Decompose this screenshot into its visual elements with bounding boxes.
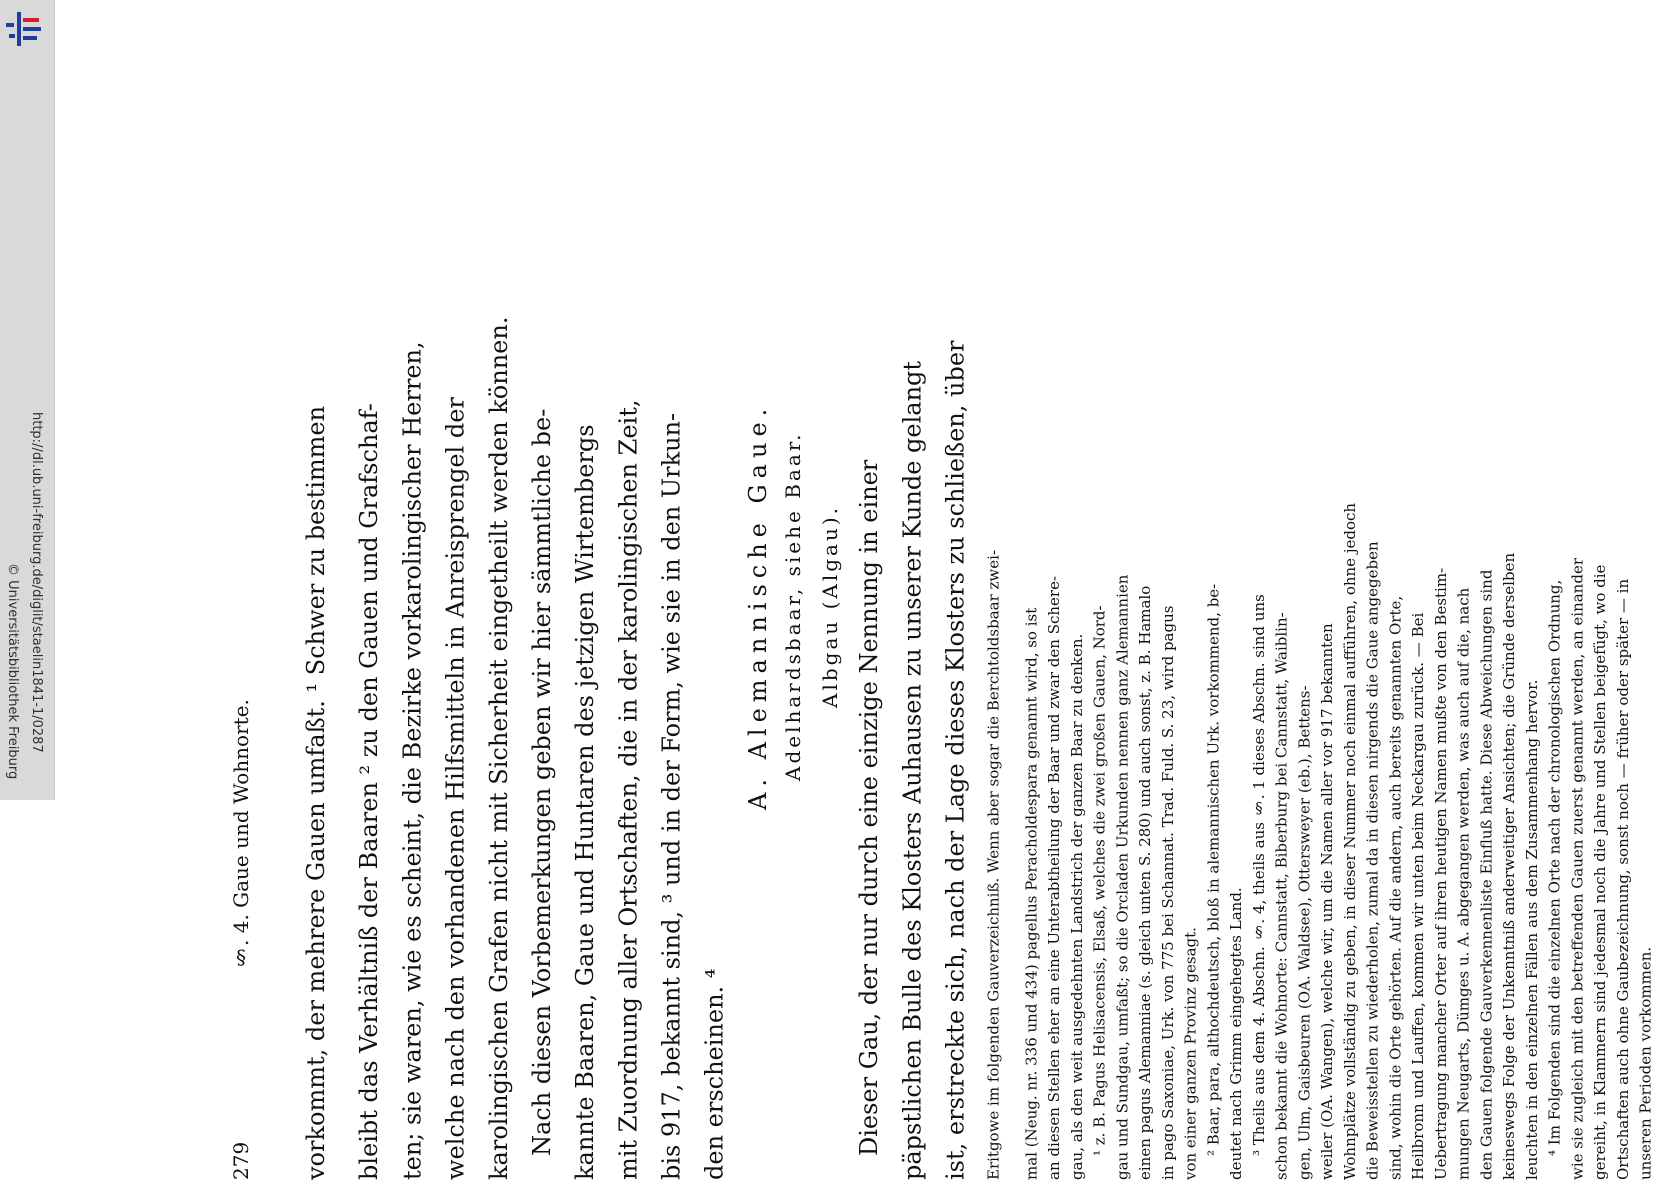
footnote-line-29: unseren Perioden vorkommen.	[1636, 946, 1655, 1180]
footnote-line-3: an diesen Stellen eher an eine Unterabtheilung der Baar und zwar den Schere-	[1045, 575, 1064, 1180]
document-url[interactable]: http://dl.ub.uni-freiburg.de/diglit/staelin1841-1/0287	[29, 412, 44, 753]
copyright-notice: © Universitätsbibliothek Freiburg	[5, 563, 20, 780]
albgau-line-3: ist, erstreckte sich, nach der Lage dieses Klosters zu schließen, über	[941, 340, 970, 1180]
page-text-column	[229, 32, 1655, 1180]
body-line-3: ten; sie waren, wie es scheint, die Bezirke vorkarolingischer Herren,	[398, 341, 427, 1180]
body-line-6	[527, 32, 556, 1180]
footnote-line-4: gau, als den weit ausgedehnten Landstrich der ganzen Baar zu denken.	[1067, 633, 1086, 1180]
albgau-line-1	[857, 32, 882, 1180]
footnote-line-16: Wohnplätze vollständig zu geben, in dieser Nummer noch einmal aufführen, ohne jedoch	[1340, 502, 1359, 1180]
footnote-line-20: Uebertragung mancher Orter auf ihren heutigen Namen mußte von den Bestim-	[1431, 567, 1450, 1180]
section-mark: §. 4.	[229, 914, 253, 970]
footnote-line-10-text: ² Baar, para, althochdeutsch, bloß in alemannischen Urk. vorkommend, be-	[1204, 583, 1223, 1156]
footnote-line-9: von einer ganzen Provinz gesagt.	[1181, 927, 1200, 1180]
body-line-8: mit Zuordnung aller Ortschaften, die in der karolingischen Zeit,	[614, 399, 643, 1180]
footnote-line-13: schon bekannt die Wohnorte: Cannstatt, Biberburg bei Cannstatt, Waiblin-	[1272, 612, 1291, 1180]
footnote-line-23: keineswegs Folge der Unkenntniß anderweitiger Ansichten; die Gründe derselben	[1500, 552, 1519, 1180]
footnote-line-14: gen, Ulm, Gaisbeuren (OA. Waldsee), Ottersweyer (eb.), Bettens-	[1295, 685, 1314, 1180]
library-logo	[4, 10, 46, 48]
footnote-line-17: die Beweisstellen zu wiederholen, zumal da in diesen nirgends die Gaue angegeben	[1363, 541, 1382, 1180]
footnote-line-24: leuchten in den einzelnen Fällen aus dem Zusammenhang hervor.	[1522, 679, 1541, 1180]
footnote-line-11: deutet nach Grimm eingehegtes Land.	[1227, 887, 1246, 1180]
footnote-line-5	[1090, 32, 1109, 1180]
body-line-10: den erscheinen. ⁴	[700, 968, 729, 1180]
viewer-sidebar	[0, 0, 55, 800]
page-header-title	[231, 699, 252, 970]
footnote-line-8: in pago Saxoniae, Urk. von 775 bei Schannat. Trad. Fuld. S. 23, wird pagus	[1158, 605, 1177, 1180]
page-number: 279	[229, 1141, 253, 1180]
footnote-line-19: Heilbronn und Lauffen, kommen wir unten beim Neckargau zurück. — Bei	[1409, 612, 1428, 1180]
albgau-line-2: päpstlichen Bulle des Klosters Auhausen zu unserer Kunde gelangt	[898, 360, 927, 1180]
footnote-line-6: gau und Sundgau, umfaßt; so die Orcladen Urkunden nennen ganz Alemannien	[1113, 574, 1132, 1180]
footnote-line-1: Eritgowe im folgenden Gauverzeichniß. Wenn aber sogar die Berchtoldsbaar zwei-	[984, 549, 1003, 1180]
body-line-6-text: Nach diesen Vorbemerkungen geben wir hier sämmtliche be-	[527, 408, 556, 1156]
footnote-line-22: den Gauen folgende Gauverkennenliste Einfluß hatte. Diese Abweichungen sind	[1477, 569, 1496, 1180]
footnote-line-15: weiler (OA. Wangen), welche wir, um die Namen aller vor 917 bekannten	[1318, 623, 1337, 1180]
body-line-2: bleibt das Verhältniß der Baaren ² zu den Gauen und Grafschaf-	[355, 403, 384, 1180]
albgau-line-1-text: Dieser Gau, der nur durch eine einzige Nennung in einer	[855, 459, 884, 1156]
footnote-line-7: einen pagus Alemanniae (s. gleich unten S. 280) und auch sonst, z. B. Hamalo	[1136, 585, 1155, 1180]
footnote-line-2: mal (Neug. nr. 336 und 434) pagellus Peracholdespara genannt wird, so ist	[1022, 607, 1041, 1180]
footnote-line-28: Ortschaften auch ohne Gaubezeichnung, sonst noch — früher oder später — in	[1613, 578, 1632, 1180]
footnote-line-18: sind, wohin die Orte gehörten. Auf die andern, auch bereits genannten Orte,	[1386, 595, 1405, 1180]
subheading-albgau: Albgau (Algau).	[818, 504, 843, 708]
scanned-page	[229, 32, 1655, 1180]
footnote-line-21: mungen Neugarts, Dümges u. A. abgegangen werden, was auch auf die, nach	[1454, 587, 1473, 1180]
body-line-7: kannte Baaren, Gaue und Huntaren des jetzigen Wirtembergs	[571, 424, 600, 1180]
document-viewer	[55, 0, 1655, 1180]
body-line-4: welche nach den vorhandenen Hilfsmitteln in Anreisprengel der	[441, 397, 470, 1180]
footnote-line-25-text: ⁴ Im Folgenden sind die einzelnen Orte nach der chronologischen Ordnung,	[1545, 579, 1564, 1156]
body-line-5: karolingischen Grafen nicht mit Sicherheit eingetheilt werden können.	[484, 316, 513, 1180]
section-heading: A. Alemannische Gaue.	[743, 402, 772, 810]
page-header	[231, 32, 252, 1180]
footnote-line-5-text: ¹ z. B. Pagus Helisacensis, Elsaß, welches die zwei großen Gauen, Nord-	[1090, 605, 1109, 1156]
body-line-9: bis 917, bekannt sind, ³ und in der Form, wie sie in den Urkun-	[657, 412, 686, 1180]
footnote-line-26: wie sie zugleich mit den betreffenden Gauen zuerst genannt werden, an einander	[1568, 558, 1587, 1180]
footnote-line-10	[1206, 32, 1222, 1180]
rotated-page-content	[229, 32, 1655, 1180]
footnote-line-12	[1249, 32, 1268, 1180]
subheading-adelhardsbaar: Adelhardsbaar, siehe Baar.	[781, 431, 806, 781]
footnote-line-25	[1545, 32, 1564, 1180]
header-title: Gaue und Wohnorte.	[229, 699, 253, 908]
body-line-1: vorkommt, der mehrere Gauen umfaßt. ¹ Schwer zu bestimmen	[302, 405, 330, 1180]
footnote-line-12-text: ³ Theils aus dem 4. Abschn. §. 4, theils aus §. 1 dieses Abschn. sind uns	[1249, 594, 1268, 1156]
footnote-line-27: gereiht, in Klammern sind jedesmal noch die Jahre und Stellen beigefügt, wo die	[1591, 564, 1610, 1180]
